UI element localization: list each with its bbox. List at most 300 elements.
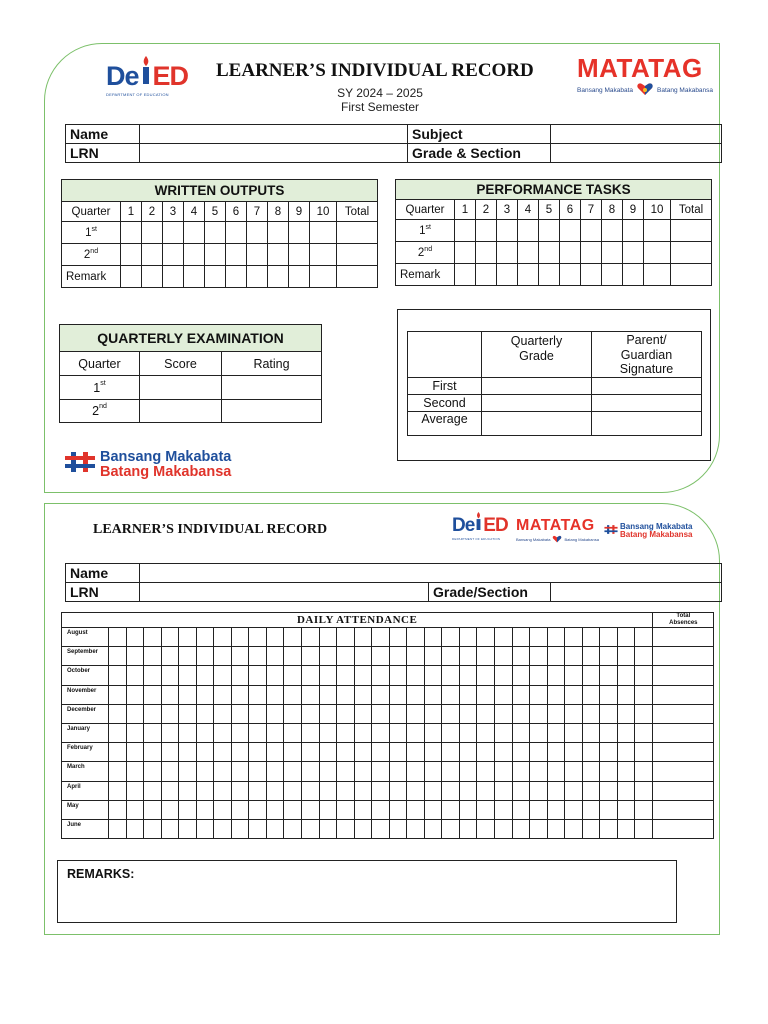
grade-section-field[interactable]	[551, 144, 722, 163]
day-cell[interactable]	[144, 647, 162, 666]
day-cell[interactable]	[284, 819, 302, 838]
day-cell[interactable]	[617, 647, 635, 666]
day-cell[interactable]	[547, 800, 565, 819]
day-cell[interactable]	[530, 762, 548, 781]
total-absences-cell[interactable]	[653, 685, 714, 704]
day-cell[interactable]	[407, 781, 425, 800]
day-cell[interactable]	[354, 647, 372, 666]
day-cell[interactable]	[635, 800, 653, 819]
day-cell[interactable]	[214, 647, 232, 666]
score-cell[interactable]	[247, 222, 268, 244]
day-cell[interactable]	[547, 628, 565, 647]
score-cell[interactable]	[142, 222, 163, 244]
day-cell[interactable]	[635, 781, 653, 800]
day-cell[interactable]	[231, 743, 249, 762]
day-cell[interactable]	[442, 628, 460, 647]
day-cell[interactable]	[302, 723, 320, 742]
day-cell[interactable]	[565, 800, 583, 819]
day-cell[interactable]	[231, 704, 249, 723]
day-cell[interactable]	[214, 723, 232, 742]
day-cell[interactable]	[495, 685, 513, 704]
day-cell[interactable]	[319, 704, 337, 723]
day-cell[interactable]	[196, 723, 214, 742]
day-cell[interactable]	[635, 819, 653, 838]
day-cell[interactable]	[109, 762, 127, 781]
day-cell[interactable]	[512, 666, 530, 685]
day-cell[interactable]	[249, 666, 267, 685]
day-cell[interactable]	[424, 819, 442, 838]
score-cell[interactable]	[518, 242, 539, 264]
day-cell[interactable]	[126, 781, 144, 800]
score-cell[interactable]	[560, 264, 581, 286]
day-cell[interactable]	[477, 704, 495, 723]
day-cell[interactable]	[617, 781, 635, 800]
score-cell[interactable]	[226, 222, 247, 244]
total-absences-cell[interactable]	[653, 647, 714, 666]
day-cell[interactable]	[424, 743, 442, 762]
score-cell[interactable]	[289, 244, 310, 266]
day-cell[interactable]	[179, 800, 197, 819]
day-cell[interactable]	[407, 704, 425, 723]
day-cell[interactable]	[214, 781, 232, 800]
day-cell[interactable]	[459, 800, 477, 819]
day-cell[interactable]	[354, 723, 372, 742]
day-cell[interactable]	[354, 819, 372, 838]
day-cell[interactable]	[582, 762, 600, 781]
day-cell[interactable]	[600, 704, 618, 723]
day-cell[interactable]	[284, 723, 302, 742]
day-cell[interactable]	[600, 666, 618, 685]
score-cell[interactable]	[581, 220, 602, 242]
day-cell[interactable]	[565, 666, 583, 685]
day-cell[interactable]	[284, 685, 302, 704]
day-cell[interactable]	[179, 666, 197, 685]
day-cell[interactable]	[530, 723, 548, 742]
day-cell[interactable]	[407, 628, 425, 647]
day-cell[interactable]	[372, 685, 390, 704]
day-cell[interactable]	[372, 800, 390, 819]
day-cell[interactable]	[600, 628, 618, 647]
day-cell[interactable]	[372, 723, 390, 742]
day-cell[interactable]	[196, 743, 214, 762]
score-cell[interactable]	[671, 220, 712, 242]
score-cell[interactable]	[581, 242, 602, 264]
day-cell[interactable]	[372, 704, 390, 723]
day-cell[interactable]	[319, 781, 337, 800]
day-cell[interactable]	[284, 762, 302, 781]
day-cell[interactable]	[249, 781, 267, 800]
score-cell[interactable]	[644, 242, 671, 264]
day-cell[interactable]	[372, 819, 390, 838]
score-cell[interactable]	[455, 264, 476, 286]
day-cell[interactable]	[196, 685, 214, 704]
day-cell[interactable]	[407, 743, 425, 762]
day-cell[interactable]	[354, 781, 372, 800]
day-cell[interactable]	[565, 762, 583, 781]
day-cell[interactable]	[617, 800, 635, 819]
day-cell[interactable]	[582, 666, 600, 685]
day-cell[interactable]	[389, 666, 407, 685]
day-cell[interactable]	[179, 723, 197, 742]
day-cell[interactable]	[196, 819, 214, 838]
day-cell[interactable]	[266, 819, 284, 838]
day-cell[interactable]	[459, 647, 477, 666]
day-cell[interactable]	[161, 704, 179, 723]
day-cell[interactable]	[126, 666, 144, 685]
score-cell[interactable]	[539, 220, 560, 242]
day-cell[interactable]	[144, 781, 162, 800]
day-cell[interactable]	[109, 781, 127, 800]
total-absences-cell[interactable]	[653, 723, 714, 742]
score-cell[interactable]	[226, 244, 247, 266]
day-cell[interactable]	[231, 685, 249, 704]
score-cell[interactable]	[623, 242, 644, 264]
day-cell[interactable]	[319, 743, 337, 762]
day-cell[interactable]	[319, 647, 337, 666]
day-cell[interactable]	[372, 628, 390, 647]
day-cell[interactable]	[512, 743, 530, 762]
day-cell[interactable]	[179, 647, 197, 666]
day-cell[interactable]	[354, 685, 372, 704]
day-cell[interactable]	[547, 666, 565, 685]
score-cell[interactable]	[539, 242, 560, 264]
day-cell[interactable]	[477, 647, 495, 666]
day-cell[interactable]	[600, 819, 618, 838]
day-cell[interactable]	[565, 819, 583, 838]
total-absences-cell[interactable]	[653, 762, 714, 781]
day-cell[interactable]	[337, 666, 355, 685]
day-cell[interactable]	[126, 647, 144, 666]
day-cell[interactable]	[459, 762, 477, 781]
day-cell[interactable]	[617, 704, 635, 723]
score-cell[interactable]	[623, 264, 644, 286]
day-cell[interactable]	[635, 647, 653, 666]
score-cell[interactable]	[205, 244, 226, 266]
day-cell[interactable]	[389, 800, 407, 819]
day-cell[interactable]	[302, 743, 320, 762]
score-cell[interactable]	[140, 376, 222, 400]
score-cell[interactable]	[337, 244, 378, 266]
score-cell[interactable]	[205, 222, 226, 244]
day-cell[interactable]	[495, 800, 513, 819]
day-cell[interactable]	[319, 819, 337, 838]
day-cell[interactable]	[512, 647, 530, 666]
day-cell[interactable]	[249, 819, 267, 838]
day-cell[interactable]	[582, 628, 600, 647]
day-cell[interactable]	[266, 723, 284, 742]
score-cell[interactable]	[518, 220, 539, 242]
day-cell[interactable]	[302, 800, 320, 819]
score-cell[interactable]	[310, 266, 337, 288]
day-cell[interactable]	[582, 819, 600, 838]
day-cell[interactable]	[214, 819, 232, 838]
day-cell[interactable]	[319, 666, 337, 685]
day-cell[interactable]	[424, 723, 442, 742]
day-cell[interactable]	[179, 781, 197, 800]
day-cell[interactable]	[547, 723, 565, 742]
day-cell[interactable]	[407, 666, 425, 685]
day-cell[interactable]	[442, 704, 460, 723]
day-cell[interactable]	[319, 685, 337, 704]
day-cell[interactable]	[302, 685, 320, 704]
score-cell[interactable]	[560, 242, 581, 264]
score-cell[interactable]	[247, 244, 268, 266]
day-cell[interactable]	[565, 647, 583, 666]
day-cell[interactable]	[337, 685, 355, 704]
day-cell[interactable]	[477, 762, 495, 781]
day-cell[interactable]	[512, 819, 530, 838]
day-cell[interactable]	[389, 762, 407, 781]
day-cell[interactable]	[231, 723, 249, 742]
day-cell[interactable]	[424, 704, 442, 723]
day-cell[interactable]	[565, 743, 583, 762]
day-cell[interactable]	[600, 762, 618, 781]
day-cell[interactable]	[512, 762, 530, 781]
day-cell[interactable]	[459, 666, 477, 685]
score-cell[interactable]	[268, 266, 289, 288]
day-cell[interactable]	[582, 781, 600, 800]
day-cell[interactable]	[231, 762, 249, 781]
day-cell[interactable]	[407, 762, 425, 781]
day-cell[interactable]	[266, 704, 284, 723]
score-cell[interactable]	[671, 264, 712, 286]
day-cell[interactable]	[512, 704, 530, 723]
day-cell[interactable]	[547, 819, 565, 838]
day-cell[interactable]	[372, 666, 390, 685]
day-cell[interactable]	[337, 762, 355, 781]
day-cell[interactable]	[635, 723, 653, 742]
day-cell[interactable]	[635, 628, 653, 647]
day-cell[interactable]	[109, 819, 127, 838]
day-cell[interactable]	[144, 762, 162, 781]
day-cell[interactable]	[424, 685, 442, 704]
day-cell[interactable]	[600, 723, 618, 742]
day-cell[interactable]	[266, 800, 284, 819]
day-cell[interactable]	[161, 819, 179, 838]
day-cell[interactable]	[477, 685, 495, 704]
day-cell[interactable]	[354, 762, 372, 781]
day-cell[interactable]	[565, 628, 583, 647]
day-cell[interactable]	[266, 647, 284, 666]
day-cell[interactable]	[635, 743, 653, 762]
day-cell[interactable]	[495, 666, 513, 685]
day-cell[interactable]	[126, 743, 144, 762]
day-cell[interactable]	[109, 685, 127, 704]
day-cell[interactable]	[214, 685, 232, 704]
score-cell[interactable]	[247, 266, 268, 288]
day-cell[interactable]	[231, 819, 249, 838]
day-cell[interactable]	[214, 743, 232, 762]
score-cell[interactable]	[226, 266, 247, 288]
day-cell[interactable]	[161, 762, 179, 781]
day-cell[interactable]	[109, 647, 127, 666]
score-cell[interactable]	[602, 242, 623, 264]
day-cell[interactable]	[530, 647, 548, 666]
day-cell[interactable]	[337, 704, 355, 723]
day-cell[interactable]	[582, 800, 600, 819]
day-cell[interactable]	[284, 628, 302, 647]
score-cell[interactable]	[184, 244, 205, 266]
lrn-field[interactable]	[140, 144, 408, 163]
day-cell[interactable]	[459, 704, 477, 723]
signature-cell[interactable]	[592, 378, 702, 395]
rating-cell[interactable]	[222, 400, 322, 423]
day-cell[interactable]	[161, 685, 179, 704]
day-cell[interactable]	[424, 666, 442, 685]
day-cell[interactable]	[126, 704, 144, 723]
day-cell[interactable]	[389, 628, 407, 647]
day-cell[interactable]	[565, 704, 583, 723]
day-cell[interactable]	[144, 628, 162, 647]
day-cell[interactable]	[495, 743, 513, 762]
score-cell[interactable]	[121, 266, 142, 288]
day-cell[interactable]	[337, 800, 355, 819]
day-cell[interactable]	[389, 685, 407, 704]
day-cell[interactable]	[249, 628, 267, 647]
day-cell[interactable]	[161, 723, 179, 742]
day-cell[interactable]	[495, 704, 513, 723]
score-cell[interactable]	[602, 264, 623, 286]
score-cell[interactable]	[455, 220, 476, 242]
total-absences-cell[interactable]	[653, 743, 714, 762]
score-cell[interactable]	[476, 242, 497, 264]
score-cell[interactable]	[337, 266, 378, 288]
day-cell[interactable]	[547, 781, 565, 800]
score-cell[interactable]	[476, 220, 497, 242]
day-cell[interactable]	[617, 685, 635, 704]
day-cell[interactable]	[266, 666, 284, 685]
day-cell[interactable]	[477, 628, 495, 647]
day-cell[interactable]	[600, 685, 618, 704]
lrn-field[interactable]	[140, 583, 429, 602]
day-cell[interactable]	[389, 743, 407, 762]
day-cell[interactable]	[530, 819, 548, 838]
day-cell[interactable]	[424, 800, 442, 819]
day-cell[interactable]	[161, 781, 179, 800]
day-cell[interactable]	[214, 628, 232, 647]
day-cell[interactable]	[302, 704, 320, 723]
score-cell[interactable]	[476, 264, 497, 286]
score-cell[interactable]	[455, 242, 476, 264]
day-cell[interactable]	[530, 743, 548, 762]
day-cell[interactable]	[302, 666, 320, 685]
day-cell[interactable]	[582, 704, 600, 723]
score-cell[interactable]	[268, 222, 289, 244]
total-absences-cell[interactable]	[653, 819, 714, 838]
day-cell[interactable]	[442, 781, 460, 800]
day-cell[interactable]	[530, 628, 548, 647]
day-cell[interactable]	[302, 762, 320, 781]
day-cell[interactable]	[109, 666, 127, 685]
score-cell[interactable]	[268, 244, 289, 266]
day-cell[interactable]	[161, 628, 179, 647]
day-cell[interactable]	[284, 666, 302, 685]
day-cell[interactable]	[477, 666, 495, 685]
day-cell[interactable]	[372, 743, 390, 762]
day-cell[interactable]	[617, 723, 635, 742]
day-cell[interactable]	[372, 781, 390, 800]
day-cell[interactable]	[459, 723, 477, 742]
day-cell[interactable]	[407, 819, 425, 838]
day-cell[interactable]	[214, 704, 232, 723]
remarks-box[interactable]	[57, 860, 677, 923]
day-cell[interactable]	[302, 628, 320, 647]
day-cell[interactable]	[459, 819, 477, 838]
day-cell[interactable]	[512, 800, 530, 819]
day-cell[interactable]	[249, 723, 267, 742]
day-cell[interactable]	[582, 743, 600, 762]
day-cell[interactable]	[319, 762, 337, 781]
day-cell[interactable]	[284, 704, 302, 723]
day-cell[interactable]	[512, 723, 530, 742]
day-cell[interactable]	[600, 743, 618, 762]
day-cell[interactable]	[144, 666, 162, 685]
day-cell[interactable]	[354, 743, 372, 762]
day-cell[interactable]	[424, 762, 442, 781]
score-cell[interactable]	[497, 242, 518, 264]
score-cell[interactable]	[644, 220, 671, 242]
score-cell[interactable]	[142, 266, 163, 288]
day-cell[interactable]	[582, 647, 600, 666]
score-cell[interactable]	[310, 222, 337, 244]
day-cell[interactable]	[512, 781, 530, 800]
day-cell[interactable]	[249, 743, 267, 762]
day-cell[interactable]	[144, 800, 162, 819]
day-cell[interactable]	[389, 647, 407, 666]
score-cell[interactable]	[184, 266, 205, 288]
score-cell[interactable]	[121, 244, 142, 266]
day-cell[interactable]	[337, 743, 355, 762]
day-cell[interactable]	[354, 666, 372, 685]
signature-cell[interactable]	[592, 412, 702, 436]
day-cell[interactable]	[635, 704, 653, 723]
day-cell[interactable]	[530, 800, 548, 819]
score-cell[interactable]	[497, 220, 518, 242]
total-absences-cell[interactable]	[653, 666, 714, 685]
score-cell[interactable]	[289, 222, 310, 244]
score-cell[interactable]	[581, 264, 602, 286]
subject-field[interactable]	[551, 125, 722, 144]
grade-section-field[interactable]	[551, 583, 722, 602]
day-cell[interactable]	[214, 666, 232, 685]
day-cell[interactable]	[495, 647, 513, 666]
day-cell[interactable]	[372, 762, 390, 781]
day-cell[interactable]	[109, 800, 127, 819]
day-cell[interactable]	[179, 743, 197, 762]
day-cell[interactable]	[495, 762, 513, 781]
day-cell[interactable]	[407, 723, 425, 742]
day-cell[interactable]	[600, 647, 618, 666]
score-cell[interactable]	[163, 244, 184, 266]
day-cell[interactable]	[530, 666, 548, 685]
day-cell[interactable]	[459, 628, 477, 647]
day-cell[interactable]	[354, 800, 372, 819]
day-cell[interactable]	[126, 685, 144, 704]
day-cell[interactable]	[249, 800, 267, 819]
score-cell[interactable]	[644, 264, 671, 286]
score-cell[interactable]	[163, 222, 184, 244]
day-cell[interactable]	[249, 647, 267, 666]
day-cell[interactable]	[407, 685, 425, 704]
day-cell[interactable]	[547, 685, 565, 704]
day-cell[interactable]	[337, 781, 355, 800]
score-cell[interactable]	[623, 220, 644, 242]
day-cell[interactable]	[249, 704, 267, 723]
day-cell[interactable]	[284, 800, 302, 819]
day-cell[interactable]	[389, 704, 407, 723]
day-cell[interactable]	[109, 628, 127, 647]
day-cell[interactable]	[372, 647, 390, 666]
